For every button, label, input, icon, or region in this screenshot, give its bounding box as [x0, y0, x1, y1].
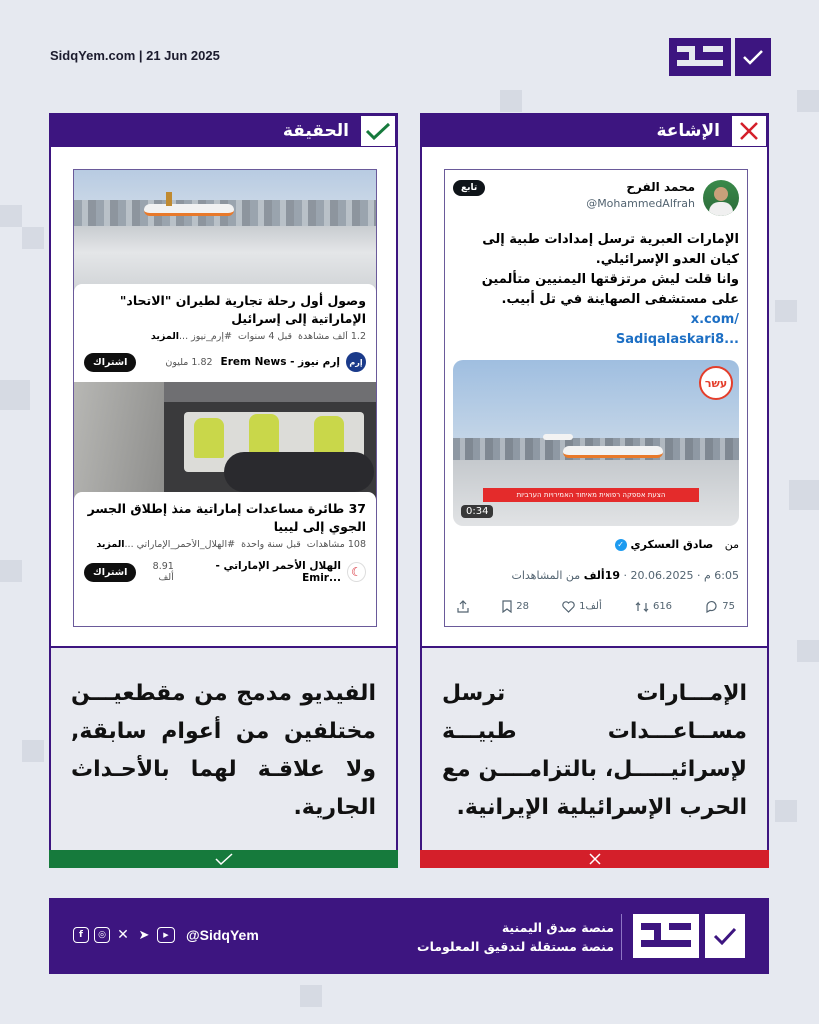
retweet-icon	[635, 601, 649, 613]
site-date: SidqYem.com | 21 Jun 2025	[50, 48, 220, 63]
decor-pixel	[789, 480, 819, 510]
instagram-icon[interactable]: ◎	[94, 927, 110, 943]
reply-button[interactable]: 75	[705, 600, 735, 613]
rumor-panel	[420, 113, 769, 868]
subscribe-button[interactable]: اشتراك	[84, 353, 136, 372]
social-handle[interactable]: @SidqYem	[186, 927, 259, 943]
decor-pixel	[0, 380, 30, 410]
video-banner: הצעת אספקה רפואית מאיחוד האמירויות הערביות	[483, 488, 699, 502]
video-title[interactable]: 37 طائرة مساعدات إماراتية منذ إطلاق الجسر الجوي إلى ليبيا	[87, 501, 366, 534]
follow-button[interactable]: تابع	[453, 180, 485, 196]
video-duration: 0:34	[461, 505, 493, 518]
channel-avatar[interactable]: إرم	[346, 352, 366, 372]
heart-icon	[562, 601, 575, 613]
decor-pixel	[775, 800, 797, 822]
tweet-link[interactable]: Sadiqalaskari8...	[615, 332, 739, 347]
youtube-icon[interactable]: ▶	[157, 927, 175, 943]
channel-row	[84, 560, 366, 584]
decor-pixel	[22, 740, 44, 762]
channel-row	[84, 352, 366, 372]
social-links	[73, 927, 259, 943]
footer-line-1: منصة صدق اليمنية	[501, 920, 614, 935]
channel-avatar[interactable]: ☾	[347, 562, 366, 582]
rumor-caption: الإمـــارات ترسل مســاعـــدات طبيـــة لإسرائيـــــل، بالتزامــــن مع الحرب الإسرائيلية الإيرانية.	[442, 681, 747, 820]
decor-pixel	[0, 205, 22, 227]
tweet-avatar[interactable]	[703, 180, 739, 216]
video-meta: 1.2 ألف مشاهدة قبل 4 سنوات #إرم_نيوز ...المزيد	[150, 331, 366, 342]
subscribe-button[interactable]: اشتراك	[84, 563, 136, 582]
footer-divider	[621, 914, 622, 960]
red-x-icon	[732, 116, 766, 146]
check-icon	[735, 38, 771, 76]
footer-text	[417, 918, 614, 956]
video-card	[74, 492, 376, 590]
bookmark-icon	[502, 600, 512, 613]
reply-icon	[705, 600, 718, 613]
more-link[interactable]: المزيد	[96, 539, 125, 550]
share-icon	[457, 600, 469, 613]
retweet-button[interactable]: 616	[635, 600, 672, 613]
tweet-video[interactable]	[453, 360, 739, 526]
more-link[interactable]: المزيد	[150, 331, 180, 342]
verified-icon: ✓	[615, 539, 627, 551]
decor-pixel	[0, 560, 22, 582]
tweet-timestamp: 6:05 م · 20.06.2025 · 19ألف من المشاهدات	[511, 569, 739, 582]
check-icon	[705, 914, 745, 958]
tweet-link[interactable]: x.com/	[690, 312, 739, 327]
source-name[interactable]: صادق العسكري	[630, 538, 714, 551]
decor-pixel	[22, 227, 44, 249]
subscriber-count: 1.82 مليون	[165, 356, 213, 368]
tweet-text: الإمارات العبرية ترسل إمدادات طبية إلى كيان العدو الإسرائيلي. وانا قلت ليش مرتزقتها اليمنيين متألمين على مستشفى الصهاينة في تل أبيب. x.com/ Sadiqalaskari8...	[481, 232, 739, 347]
youtube-screenshot	[73, 169, 377, 627]
tweet-header	[453, 180, 739, 216]
share-button[interactable]	[457, 600, 469, 613]
tweet-actions	[453, 600, 739, 613]
decor-pixel	[775, 300, 797, 322]
tweet-screenshot	[444, 169, 748, 627]
video-thumbnail[interactable]	[74, 382, 376, 500]
rumor-title: الإشاعة	[656, 121, 720, 141]
fact-caption: الفيديو مدمج من مقطعيـــن مختلفين من أعوام سابقة, ولا علاقـة لهما بالأحـداث الجارية.	[71, 681, 376, 820]
footer-line-2: منصة مستقلة لتدقيق المعلومات	[417, 939, 614, 954]
channel-name[interactable]: إرم نيوز - Erem News	[220, 356, 340, 368]
decor-pixel	[797, 90, 819, 112]
x-twitter-icon[interactable]: ✕	[117, 927, 129, 943]
green-check-icon	[361, 116, 395, 146]
fact-panel	[49, 113, 398, 868]
x-icon	[589, 853, 601, 865]
check-icon	[214, 853, 234, 865]
video-title[interactable]: وصول أول رحلة تجارية لطيران "الاتحاد" الإماراتية إلى إسرائيل	[119, 293, 366, 326]
logo-wordmark	[633, 914, 699, 958]
decor-pixel	[300, 985, 322, 1007]
tweet-author-name[interactable]: محمد الفرح	[626, 180, 695, 194]
sidqyem-logo	[669, 38, 771, 76]
footer	[49, 898, 769, 974]
video-thumbnail[interactable]	[74, 170, 376, 292]
channel-name[interactable]: الهلال الأحمر الإماراتي - ...Emir	[215, 560, 341, 584]
rumor-bottom-bar	[420, 850, 769, 868]
like-button[interactable]: 1ألف	[562, 600, 602, 613]
video-card	[74, 284, 376, 378]
bookmark-button[interactable]: 28	[502, 600, 529, 613]
decor-pixel	[500, 90, 522, 112]
telegram-icon[interactable]: ➤	[138, 927, 150, 943]
subscriber-count: 8.91 ألف	[152, 561, 174, 583]
tweet-handle[interactable]: @MohammedAlfrah	[586, 197, 695, 210]
facebook-icon[interactable]: f	[73, 927, 89, 943]
channel-logo: עשר	[699, 366, 733, 400]
footer-logo	[633, 914, 745, 958]
rumor-header	[422, 115, 767, 147]
fact-bottom-bar	[49, 850, 398, 868]
rumor-body	[422, 147, 767, 648]
decor-pixel	[797, 640, 819, 662]
video-meta: 108 مشاهدات قبل سنة واحدة #الهلال_الأحمر_الإماراتي ...المزيد	[96, 539, 366, 550]
logo-wordmark	[669, 38, 731, 76]
fact-header	[51, 115, 396, 147]
fact-title: الحقيقة	[282, 121, 349, 141]
tweet-source: من صادق العسكري ✓	[453, 538, 739, 551]
fact-body	[51, 147, 396, 648]
